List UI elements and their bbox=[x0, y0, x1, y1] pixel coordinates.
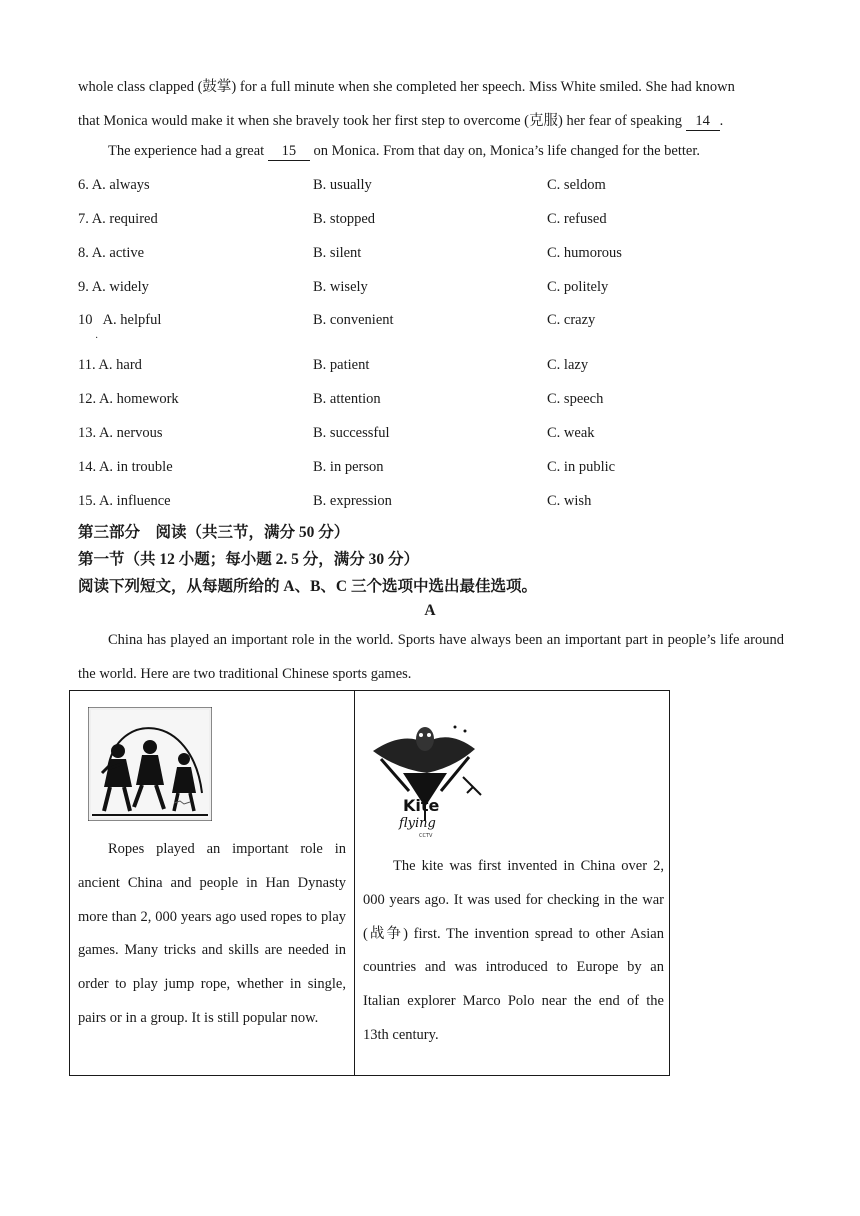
question-6 bbox=[78, 177, 798, 197]
option-c: C. seldom bbox=[547, 177, 606, 193]
passage-line-2 bbox=[78, 109, 798, 131]
passage-line-3 bbox=[108, 143, 828, 161]
option-c: C. wish bbox=[547, 493, 592, 509]
option-a: 7. A. required bbox=[78, 211, 158, 227]
stray-dot-mark: · bbox=[95, 333, 99, 344]
question-15 bbox=[78, 493, 798, 513]
option-c: C. lazy bbox=[547, 357, 589, 373]
reading-intro: China has played an important role in the world. Sports have always been an important part in people’s life around the world. Here are two traditional Chinese sports games. bbox=[78, 632, 784, 682]
question-10 bbox=[78, 312, 798, 332]
option-a: 15. A. influence bbox=[78, 493, 171, 509]
question-9 bbox=[78, 279, 798, 299]
option-c: C. refused bbox=[547, 211, 607, 227]
option-a: 11. A. hard bbox=[78, 357, 142, 373]
passage-line-3-end: on Monica. From that day on, Monica’s life changed for the better. bbox=[309, 143, 701, 159]
option-b: B. stopped bbox=[313, 211, 376, 227]
passage-line-2-end: . bbox=[719, 113, 724, 129]
jump-rope-image bbox=[88, 707, 212, 821]
option-c: C. politely bbox=[547, 279, 609, 295]
option-b: B. wisely bbox=[313, 279, 368, 295]
jump-rope-text: Ropes played an important role in ancient China and people in Han Dynasty more than 2, 000 years ago used ropes to play games. Many tricks and skills are needed in order to play jump rope, whether in single, pairs or in a group. It is still popular now. bbox=[78, 841, 346, 1026]
question-14 bbox=[78, 459, 798, 479]
part-3-heading: 第三部分 阅读（共三节，满分 50 分） bbox=[78, 524, 350, 541]
option-c: C. weak bbox=[547, 425, 595, 441]
blank-15: 15 bbox=[268, 143, 310, 161]
kite-text: The kite was first invented in China over 2, 000 years ago. It was used for checking in the war (战争) first. The invention spread to other Asian countries and was introduced to Europe by an Italian explorer Marco Polo near the end of the 13th century. bbox=[363, 858, 664, 1043]
kite-cell bbox=[355, 691, 670, 1076]
option-b: B. expression bbox=[313, 493, 392, 509]
question-12 bbox=[78, 391, 798, 411]
option-b: B. usually bbox=[313, 177, 372, 193]
instruction-heading: 阅读下列短文，从每题所给的 A、B、C 三个选项中选出最佳选项。 bbox=[78, 578, 537, 595]
option-a: 9. A. widely bbox=[78, 279, 149, 295]
question-7 bbox=[78, 211, 798, 231]
passage-line-1: whole class clapped (鼓掌) for a full minute when she completed her speech. Miss White smiled. She had known bbox=[78, 79, 735, 95]
section-1-heading: 第一节（共 12 小题；每小题 2. 5 分，满分 30 分） bbox=[78, 551, 420, 568]
option-b: B. successful bbox=[313, 425, 390, 441]
option-a: 10 A. helpful bbox=[78, 312, 162, 328]
passage-line-2-text: that Monica would make it when she bravely took her first step to overcome (克服) her fear of speaking bbox=[78, 113, 686, 129]
option-b: B. convenient bbox=[313, 312, 394, 328]
kite-image bbox=[363, 721, 489, 839]
passage-letter: A bbox=[424, 602, 436, 619]
option-a: 13. A. nervous bbox=[78, 425, 163, 441]
option-b: B. silent bbox=[313, 245, 362, 261]
blank-14: 14 bbox=[686, 113, 720, 131]
passage-line-3-text: The experience had a great bbox=[108, 143, 268, 159]
option-c: C. humorous bbox=[547, 245, 622, 261]
option-c: C. speech bbox=[547, 391, 604, 407]
option-b: B. in person bbox=[313, 459, 384, 475]
option-a: 8. A. active bbox=[78, 245, 145, 261]
question-8 bbox=[78, 245, 798, 265]
question-11 bbox=[78, 357, 798, 377]
option-a: 14. A. in trouble bbox=[78, 459, 173, 475]
kite-image-subtitle: flying bbox=[399, 816, 436, 831]
kite-image-title: Kite bbox=[403, 796, 440, 815]
option-c: C. crazy bbox=[547, 312, 596, 328]
kite-image-logo: CCTV bbox=[419, 833, 433, 839]
option-c: C. in public bbox=[547, 459, 616, 475]
option-b: B. attention bbox=[313, 391, 381, 407]
question-13 bbox=[78, 425, 798, 445]
option-a: 12. A. homework bbox=[78, 391, 179, 407]
sports-games-table bbox=[69, 690, 670, 1076]
option-b: B. patient bbox=[313, 357, 370, 373]
option-a: 6. A. always bbox=[78, 177, 150, 193]
jump-rope-cell bbox=[70, 691, 355, 1076]
